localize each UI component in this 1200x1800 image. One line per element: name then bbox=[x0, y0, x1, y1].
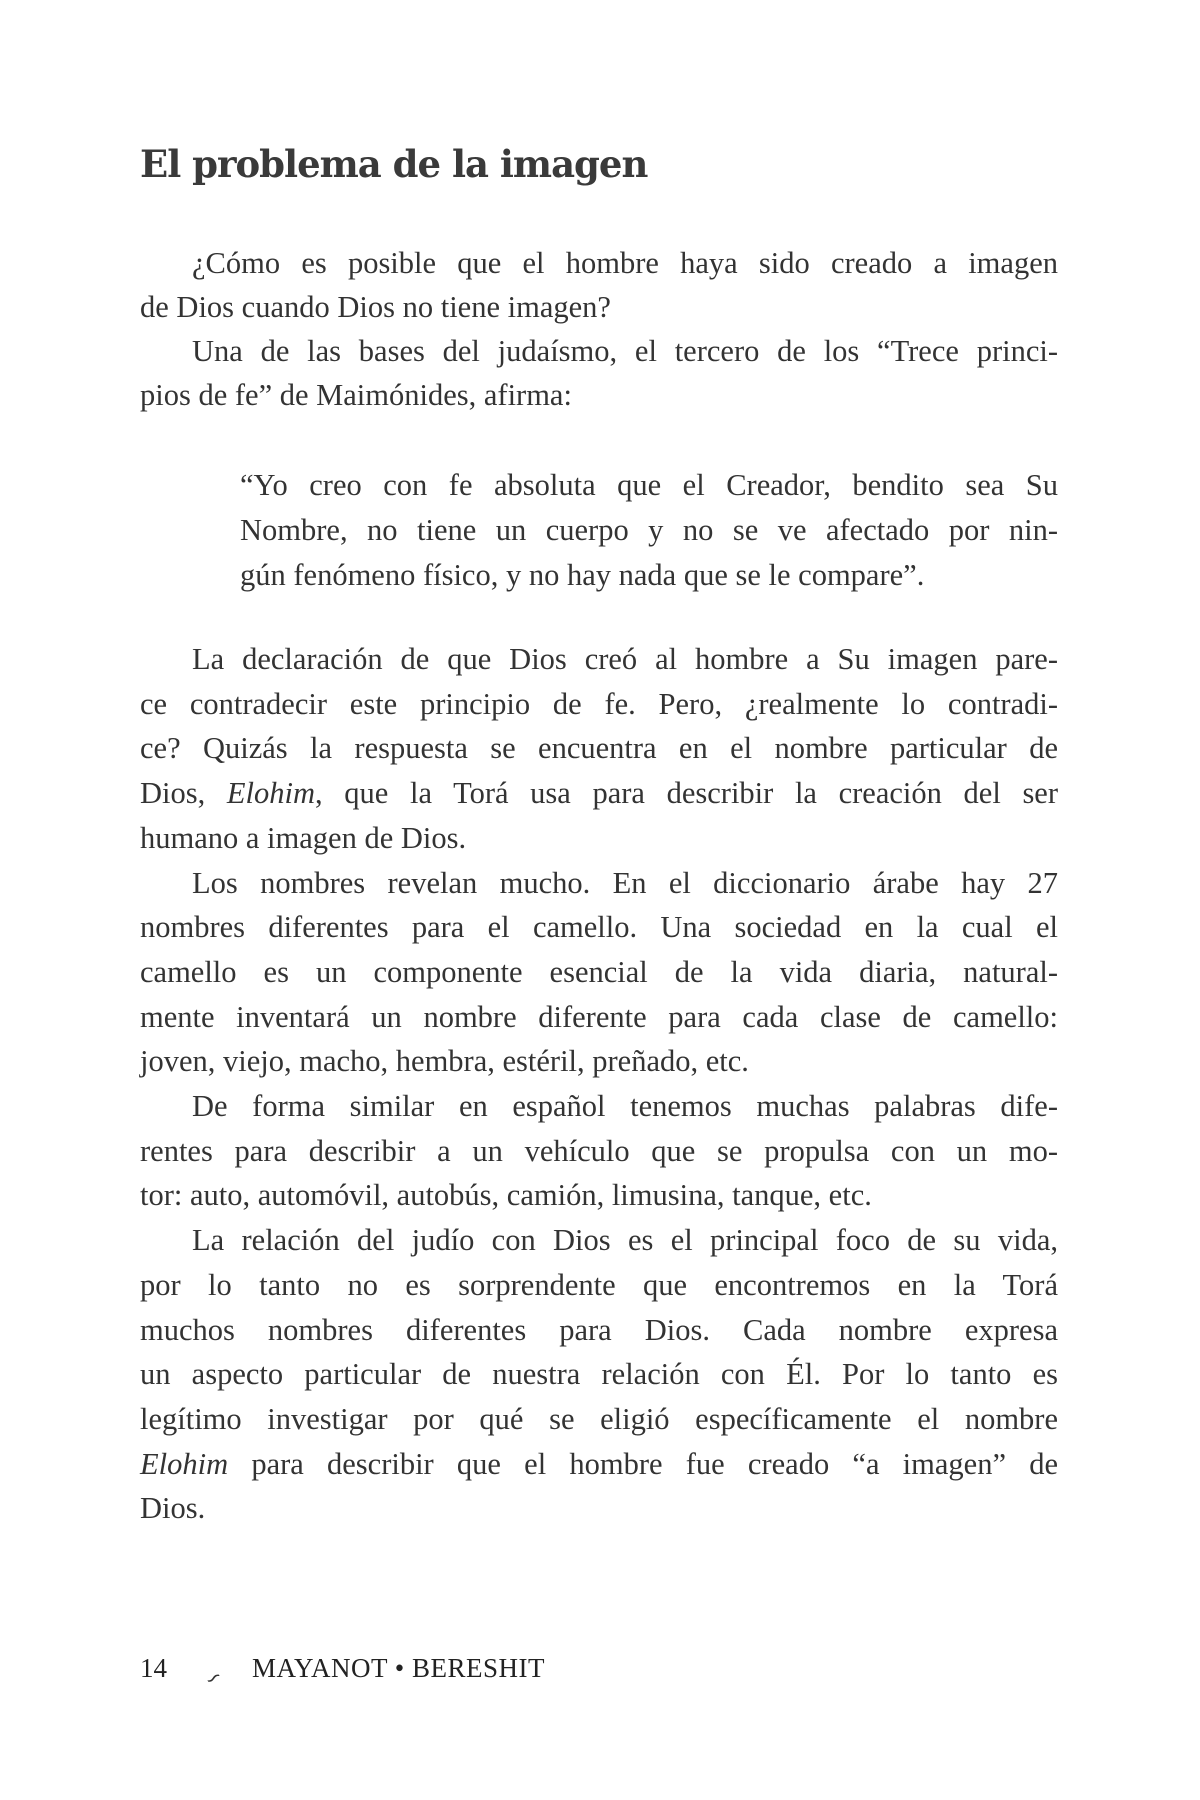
text-line bbox=[140, 1442, 1058, 1487]
text-run: , que la Torá usa para describir la creación del ser bbox=[315, 776, 1059, 811]
text-run: camello es un componente esencial de la vida diaria, natural- bbox=[140, 954, 1058, 989]
text-line bbox=[140, 637, 1058, 682]
quote-line: Nombre, no tiene un cuerpo y no se ve afectado por nin- bbox=[240, 513, 1058, 547]
text-line bbox=[140, 682, 1058, 727]
text-run: nombres diferentes para el camello. Una sociedad en la cual el bbox=[140, 910, 1058, 945]
text-line bbox=[140, 1218, 1058, 1263]
block-quote bbox=[240, 463, 1058, 598]
text-line bbox=[140, 950, 1058, 995]
text-line bbox=[140, 1263, 1058, 1308]
text-run: La relación del judío con Dios es el principal foco de su vida, bbox=[192, 1223, 1058, 1258]
text-line bbox=[140, 1129, 1058, 1174]
text-line bbox=[140, 995, 1058, 1040]
intro-block bbox=[140, 241, 1058, 417]
text-line: pios de fe” de Maimónides, afirma: bbox=[140, 378, 572, 412]
text-run: tor: auto, automóvil, autobús, camión, limusina, tanque, etc. bbox=[140, 1178, 872, 1213]
text-line bbox=[140, 1173, 1058, 1218]
swirl-ornament-icon: ∽ bbox=[200, 1664, 227, 1692]
text-run: La declaración de que Dios creó al hombre a Su imagen pare- bbox=[192, 642, 1058, 676]
text-run: humano a imagen de Dios. bbox=[140, 820, 467, 855]
text-run: ce? Quizás la respuesta se encuentra en el nombre particular de bbox=[140, 731, 1058, 766]
text-run: para describir que el hombre fue creado “a imagen” de bbox=[228, 1446, 1058, 1481]
quote-line: gún fenómeno físico, y no hay nada que se le compare”. bbox=[240, 558, 925, 592]
text-line bbox=[140, 1486, 1058, 1531]
text-line: Una de las bases del judaísmo, el tercero de los “Trece princi- bbox=[192, 334, 1058, 368]
text-line bbox=[140, 1308, 1058, 1353]
text-run: Dios, bbox=[140, 776, 227, 811]
text-line bbox=[140, 861, 1058, 906]
quote-line: “Yo creo con fe absoluta que el Creador, bendito sea Su bbox=[240, 468, 1058, 502]
text-run: por lo tanto no es sorprendente que encontremos en la Torá bbox=[140, 1267, 1058, 1302]
text-line bbox=[140, 726, 1058, 771]
text-line bbox=[140, 816, 1058, 861]
text-run: mente inventará un nombre diferente para cada clase de camello: bbox=[140, 999, 1058, 1034]
page-footer bbox=[140, 1650, 545, 1692]
text-run: Los nombres revelan mucho. En el diccionario árabe hay 27 bbox=[192, 865, 1058, 900]
italic-term: Elohim bbox=[226, 776, 316, 811]
text-run: De forma similar en español tenemos muchas palabras dife- bbox=[192, 1089, 1058, 1124]
text-line bbox=[140, 1397, 1058, 1442]
text-line bbox=[140, 1039, 1058, 1084]
text-run: joven, viejo, macho, hembra, estéril, preñado, etc. bbox=[140, 1044, 749, 1079]
text-run: rentes para describir a un vehículo que se propulsa con un mo- bbox=[140, 1133, 1058, 1168]
page-number: 14 bbox=[140, 1652, 167, 1683]
text-line bbox=[140, 905, 1058, 950]
text-line bbox=[140, 1352, 1058, 1397]
main-text bbox=[140, 637, 1058, 1531]
text-run: un aspecto particular de nuestra relación con Él. Por lo tanto es bbox=[140, 1357, 1058, 1392]
text-run: ce contradecir este principio de fe. Pero, ¿realmente lo contradi- bbox=[140, 686, 1058, 721]
running-head: MAYANOT • BERESHIT bbox=[252, 1652, 545, 1683]
text-line: de Dios cuando Dios no tiene imagen? bbox=[140, 290, 611, 324]
text-run: legítimo investigar por qué se eligió específicamente el nombre bbox=[140, 1401, 1058, 1436]
section-heading: El problema de la imagen bbox=[140, 142, 648, 186]
text-run: Dios. bbox=[140, 1491, 206, 1526]
text-line bbox=[140, 1084, 1058, 1129]
text-run: muchos nombres diferentes para Dios. Cada nombre expresa bbox=[140, 1312, 1058, 1347]
text-line bbox=[140, 771, 1058, 816]
text-line: ¿Cómo es posible que el hombre haya sido creado a imagen bbox=[192, 246, 1058, 280]
italic-term: Elohim bbox=[140, 1446, 229, 1481]
